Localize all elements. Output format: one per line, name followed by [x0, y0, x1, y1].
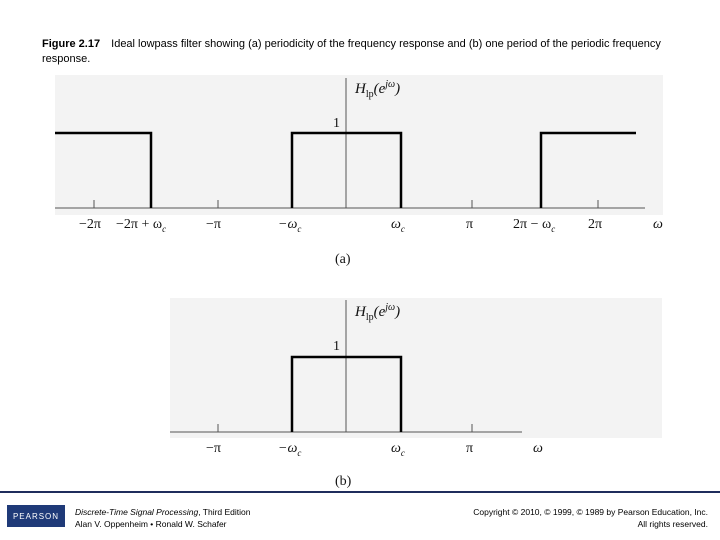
tick-label-a-7: 2π — [588, 217, 603, 232]
footer-divider — [0, 491, 720, 493]
copyright-text: Copyright © 2010, © 1999, © 1989 by Pearson Education, Inc. — [473, 507, 708, 517]
book-edition: , Third Edition — [198, 507, 251, 517]
tick-label-a-8: ω — [653, 217, 663, 232]
tick-label-a-6: $2\pi - \omega_c$ — [513, 217, 556, 234]
tick-label-a-4: $\omega_c$ — [391, 217, 405, 234]
panel-b-y-label: $H_{lp}(e^{j\omega})$ — [355, 302, 401, 323]
tick-label-b-3: π — [466, 441, 474, 456]
tick-label-a-3: $-\omega_c$ — [278, 217, 302, 234]
book-title: Discrete-Time Signal Processing — [75, 507, 199, 517]
tick-label-a-1: $-2\pi + \omega_c$ — [116, 217, 167, 234]
panel-b-label: (b) — [335, 474, 352, 489]
tick-label-a-0: −2π — [79, 217, 101, 232]
panel-a-level-label: 1 — [333, 116, 340, 131]
tick-label-b-4: ω — [533, 441, 543, 456]
caption-text: Ideal lowpass filter showing (a) periodicity of the frequency response and (b) one period of the periodic frequency response. — [42, 38, 661, 65]
panel-a-label: (a) — [335, 252, 351, 267]
panel-a-y-label: $H_{lp}(e^{j\omega})$ — [355, 79, 401, 100]
book-authors: Alan V. Oppenheim • Ronald W. Schafer — [75, 519, 227, 529]
footer-copyright — [473, 506, 708, 530]
tick-label-b-2: $\omega_c$ — [391, 441, 405, 458]
panel-a — [55, 75, 663, 267]
panel-b-background — [170, 298, 662, 438]
pearson-logo: PEARSON — [7, 505, 65, 527]
tick-label-a-2: −π — [206, 217, 221, 232]
footer-book-info — [75, 506, 251, 530]
panel-b — [170, 298, 662, 489]
panel-b-level-label: 1 — [333, 339, 340, 354]
tick-label-b-0: −π — [206, 441, 221, 456]
figure-label: Figure 2.17 — [42, 38, 101, 50]
tick-label-b-1: $-\omega_c$ — [278, 441, 302, 458]
rights-text: All rights reserved. — [637, 519, 708, 529]
tick-label-a-5: π — [466, 217, 474, 232]
